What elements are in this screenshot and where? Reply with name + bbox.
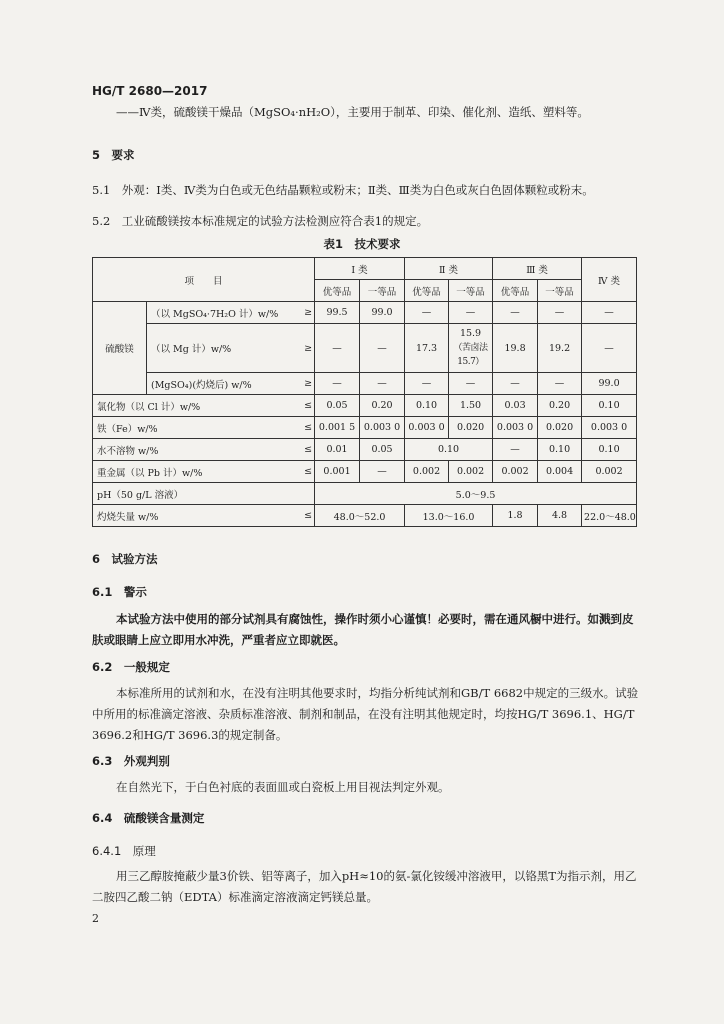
table-cell: 1.50 — [449, 395, 493, 417]
table-cell: 19.8 — [493, 324, 538, 373]
table-cell: 5.0～9.5 — [315, 483, 637, 505]
clause-6-1-text: 本试验方法中使用的部分试剂具有腐蚀性，操作时须小心谨慎！必要时，需在通风橱中进行。如溅到皮肤或眼睛上应立即用水冲洗，严重者应立即就医。 — [92, 612, 634, 647]
table-cell: — — [538, 373, 582, 395]
table-cell: — — [360, 373, 405, 395]
table-cell: 0.020 — [538, 417, 582, 439]
table-cell: 0.20 — [538, 395, 582, 417]
row-label: （以 Mg 计）w/% — [147, 324, 299, 373]
table-cell: 13.0～16.0 — [405, 505, 493, 527]
table-cell: 0.001 — [315, 461, 360, 483]
table-cell: — — [493, 373, 538, 395]
row-label: （以 MgSO₄·7H₂O 计）w/% — [147, 302, 299, 324]
table-cell: 99.0 — [582, 373, 637, 395]
grade-premium: 优等品 — [493, 280, 538, 302]
table-cell: 0.05 — [315, 395, 360, 417]
table-cell: 0.003 0 — [493, 417, 538, 439]
clause-6-4-1-text: 用三乙醇胺掩蔽少量3价铁、铝等离子，加入pH≈10的氨-氯化铵缓冲溶液甲，以铬黑T为指示剂，用乙二胺四乙酸二钠（EDTA）标准滴定溶液滴定钙镁总量。 — [92, 869, 637, 904]
table-cell: 4.8 — [538, 505, 582, 527]
grade-first: 一等品 — [360, 280, 405, 302]
row-label: 灼烧失量 w/% — [93, 505, 299, 527]
table-cell: 0.002 — [405, 461, 449, 483]
table-cell: 17.3 — [405, 324, 449, 373]
table-cell — [449, 324, 493, 373]
row-symbol: ≤ — [299, 505, 315, 527]
table-row — [93, 505, 637, 527]
grade-premium: 优等品 — [315, 280, 360, 302]
table-cell: 0.003 0 — [405, 417, 449, 439]
table-cell: — — [538, 302, 582, 324]
row-symbol: ≥ — [299, 324, 315, 373]
table-cell: — — [405, 373, 449, 395]
table-cell: 0.10 — [538, 439, 582, 461]
table-cell: 0.10 — [582, 395, 637, 417]
table-cell: — — [582, 324, 637, 373]
clause-5-2: 5.2 工业硫酸镁按本标准规定的试验方法检测应符合表1的规定。 — [92, 214, 429, 228]
row-label: 氯化物（以 Cl 计）w/% — [93, 395, 299, 417]
table-cell: — — [582, 302, 637, 324]
table-cell: 0.10 — [405, 395, 449, 417]
clause-6-2-text: 本标准所用的试剂和水，在没有注明其他要求时，均指分析纯试剂和GB/T 6682中规定的三级水。试验中所用的标准滴定溶液、杂质标准溶液、制剂和制品，在没有注明其他规定时，均按HG/T 3696.1、HG/T 3696.2和HG/T 3696.3的规定制备。 — [92, 686, 639, 742]
clause-6-2-title: 6.2 一般规定 — [92, 660, 170, 674]
table-cell: 48.0～52.0 — [315, 505, 405, 527]
table-cell: — — [449, 373, 493, 395]
table-row — [93, 373, 637, 395]
clause-6-4-1-title: 6.4.1 原理 — [92, 844, 156, 858]
table-cell: 19.2 — [538, 324, 582, 373]
table-row — [93, 395, 637, 417]
row-symbol: ≤ — [299, 417, 315, 439]
table-cell: 0.002 — [449, 461, 493, 483]
table-cell: 1.8 — [493, 505, 538, 527]
table-cell: 0.002 — [493, 461, 538, 483]
row-label: 水不溶物 w/% — [93, 439, 299, 461]
clause-6-4-title: 6.4 硫酸镁含量测定 — [92, 811, 205, 825]
section-6-title: 6 试验方法 — [92, 552, 158, 566]
grade-first: 一等品 — [538, 280, 582, 302]
table-cell: — — [315, 324, 360, 373]
table-row — [93, 461, 637, 483]
row-label: 重金属（以 Pb 计）w/% — [93, 461, 299, 483]
table-cell: 99.5 — [315, 302, 360, 324]
table-row — [93, 417, 637, 439]
table-cell: 0.001 5 — [315, 417, 360, 439]
table-cell: 99.0 — [360, 302, 405, 324]
intro-line: ——Ⅳ类，硫酸镁干燥品（MgSO₄·nH₂O），主要用于制革、印染、催化剂、造纸、塑料等。 — [116, 105, 589, 119]
table-cell: 0.003 0 — [360, 417, 405, 439]
table-cell: 0.01 — [315, 439, 360, 461]
table-row — [93, 302, 637, 324]
clause-6-1-title: 6.1 警示 — [92, 585, 147, 599]
group-label-mgso4: 硫酸镁 — [93, 302, 147, 395]
header-class-4: Ⅳ 类 — [582, 258, 637, 302]
row-label: (MgSO₄)(灼烧后) w/% — [147, 373, 299, 395]
grade-premium: 优等品 — [405, 280, 449, 302]
page-number: 2 — [92, 912, 99, 925]
table-cell: 22.0～48.0 — [582, 505, 637, 527]
table-cell: — — [360, 461, 405, 483]
standard-number: HG/T 2680—2017 — [92, 84, 208, 98]
row-symbol: ≥ — [299, 302, 315, 324]
table-cell: 0.002 — [582, 461, 637, 483]
table-cell: 0.05 — [360, 439, 405, 461]
cell-value: 15.9 — [459, 328, 482, 339]
row-symbol: ≤ — [299, 439, 315, 461]
header-class-2: Ⅱ 类 — [405, 258, 493, 280]
table-row — [93, 483, 637, 505]
table-row — [93, 324, 637, 373]
table-cell: — — [405, 302, 449, 324]
header-class-3: Ⅲ 类 — [493, 258, 582, 280]
table-row — [93, 439, 637, 461]
table-cell: — — [449, 302, 493, 324]
header-item: 项 目 — [93, 258, 315, 302]
table-cell: 0.003 0 — [582, 417, 637, 439]
clause-5-1: 5.1 外观：Ⅰ类、Ⅳ类为白色或无色结晶颗粒或粉末；Ⅱ类、Ⅲ类为白色或灰白色固体颗粒或粉末。 — [92, 183, 594, 197]
header-class-1: Ⅰ 类 — [315, 258, 405, 280]
table-cell: 0.10 — [405, 439, 493, 461]
row-label: pH（50 g/L 溶液） — [93, 483, 315, 505]
table-cell: — — [315, 373, 360, 395]
row-symbol: ≤ — [299, 395, 315, 417]
section-5-title: 5 要求 — [92, 148, 135, 162]
table-cell: — — [493, 302, 538, 324]
row-label: 铁（Fe）w/% — [93, 417, 299, 439]
table-cell: 0.10 — [582, 439, 637, 461]
row-symbol: ≤ — [299, 461, 315, 483]
table-header-row — [93, 258, 637, 280]
clause-6-3-title: 6.3 外观判别 — [92, 754, 170, 768]
clause-6-3-text: 在自然光下，于白色衬底的表面皿或白瓷板上用目视法判定外观。 — [116, 780, 450, 794]
cell-note: （苦卤法15.7） — [453, 343, 488, 367]
technical-requirements-table — [92, 257, 637, 527]
table-cell: 0.004 — [538, 461, 582, 483]
table-caption: 表1 技术要求 — [323, 237, 401, 251]
row-symbol: ≥ — [299, 373, 315, 395]
table-cell: 0.20 — [360, 395, 405, 417]
table-cell: 0.03 — [493, 395, 538, 417]
table-cell: 0.020 — [449, 417, 493, 439]
table-cell: — — [493, 439, 538, 461]
grade-first: 一等品 — [449, 280, 493, 302]
table-cell: — — [360, 324, 405, 373]
